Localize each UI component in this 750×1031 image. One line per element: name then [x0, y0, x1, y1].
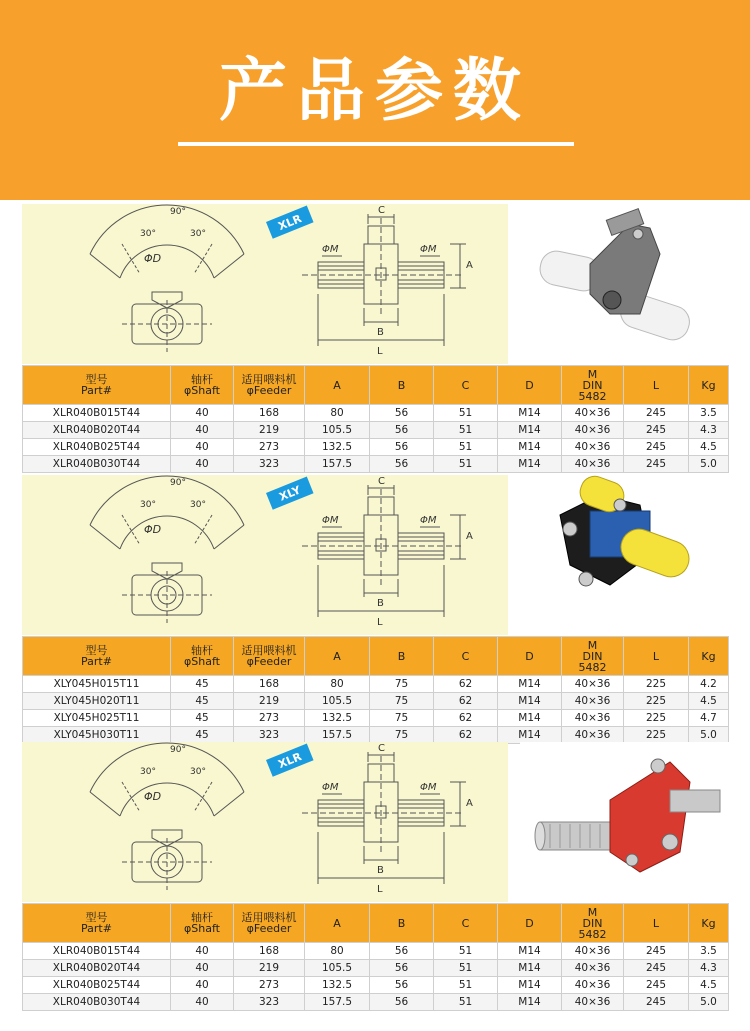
table-cell: 245 — [624, 994, 689, 1011]
table-cell: 245 — [624, 439, 689, 456]
table-cell: 40×36 — [562, 994, 624, 1011]
photo-panel — [520, 204, 730, 364]
svg-text:XLR: XLR — [276, 750, 304, 772]
header-c: C — [434, 637, 498, 676]
angle-30-left-label: 30° — [140, 767, 156, 777]
table-cell: 80 — [305, 676, 370, 693]
table-cell: 168 — [234, 405, 305, 422]
phi-m-right-label: ΦM — [420, 782, 437, 793]
table-cell: 225 — [624, 693, 689, 710]
table-cell: 40 — [171, 994, 234, 1011]
table-row — [23, 693, 729, 710]
header-l: L — [624, 366, 689, 405]
table-cell: 62 — [434, 727, 498, 744]
model-badge — [266, 206, 314, 239]
table-cell: 40 — [171, 405, 234, 422]
table-cell: 56 — [370, 977, 434, 994]
table-cell: XLY045H030T11 — [23, 727, 171, 744]
product-photo — [520, 475, 730, 635]
header-b: B — [370, 637, 434, 676]
table-cell: 40×36 — [562, 960, 624, 977]
table-cell: M14 — [498, 943, 562, 960]
dim-b-label: B — [377, 865, 384, 876]
table-cell: 45 — [171, 693, 234, 710]
table-cell: XLR040B025T44 — [23, 439, 171, 456]
header-banner — [0, 0, 750, 200]
table-cell: 40×36 — [562, 405, 624, 422]
header-c: C — [434, 904, 498, 943]
drawing-panel — [22, 742, 508, 902]
table-cell: 80 — [305, 943, 370, 960]
header-feeder: 适用喂料机 φFeeder — [234, 904, 305, 943]
table-cell: 56 — [370, 439, 434, 456]
technical-drawing — [22, 204, 508, 364]
table-cell: XLY045H020T11 — [23, 693, 171, 710]
table-row — [23, 727, 729, 744]
table-cell: 4.5 — [689, 977, 729, 994]
product-photo — [520, 204, 730, 364]
dim-l-label: L — [377, 346, 383, 357]
table-cell: 75 — [370, 693, 434, 710]
table-cell: 219 — [234, 693, 305, 710]
table-cell: 40 — [171, 439, 234, 456]
table-cell: 5.0 — [689, 994, 729, 1011]
table-cell: 40×36 — [562, 977, 624, 994]
dim-a-label: A — [466, 798, 473, 809]
table-cell: 62 — [434, 676, 498, 693]
table-cell: 56 — [370, 994, 434, 1011]
table-cell: XLR040B020T44 — [23, 960, 171, 977]
drawing-panel — [22, 475, 508, 635]
phi-d-label: ΦD — [144, 252, 162, 265]
technical-drawing — [22, 742, 508, 902]
header-shaft: 轴杆 φShaft — [171, 904, 234, 943]
table-cell: 273 — [234, 710, 305, 727]
angle-30-right-label: 30° — [190, 767, 206, 777]
table-cell: XLR040B015T44 — [23, 943, 171, 960]
header-part: 型号 Part# — [23, 366, 171, 405]
table-cell: 225 — [624, 727, 689, 744]
table-cell: 40×36 — [562, 439, 624, 456]
table-header-row — [23, 904, 729, 943]
dim-b-label: B — [377, 598, 384, 609]
header-feeder: 适用喂料机 φFeeder — [234, 366, 305, 405]
table-cell: 56 — [370, 943, 434, 960]
header-part: 型号 Part# — [23, 637, 171, 676]
angle-30-right-label: 30° — [190, 229, 206, 239]
table-cell: 40×36 — [562, 727, 624, 744]
table-cell: 40 — [171, 422, 234, 439]
table-cell: 4.7 — [689, 710, 729, 727]
table-cell: 40 — [171, 977, 234, 994]
table-cell: 40×36 — [562, 943, 624, 960]
header-b: B — [370, 366, 434, 405]
table-cell: 51 — [434, 405, 498, 422]
dim-a-label: A — [466, 531, 473, 542]
header-b: B — [370, 904, 434, 943]
table-cell: M14 — [498, 994, 562, 1011]
angle-90-label: 90° — [170, 745, 186, 755]
angle-30-right-label: 30° — [190, 500, 206, 510]
header-m: M DIN 5482 — [562, 904, 624, 943]
table-cell: 4.3 — [689, 422, 729, 439]
table-cell: 51 — [434, 994, 498, 1011]
table-cell: 40×36 — [562, 456, 624, 473]
table-cell: 219 — [234, 960, 305, 977]
header-a: A — [305, 904, 370, 943]
table-cell: 157.5 — [305, 456, 370, 473]
table-cell: 75 — [370, 676, 434, 693]
table-cell: 4.5 — [689, 693, 729, 710]
dim-b-label: B — [377, 327, 384, 338]
technical-drawing — [22, 475, 508, 635]
photo-panel — [520, 475, 730, 635]
svg-text:XLR: XLR — [276, 212, 304, 234]
header-m: M DIN 5482 — [562, 366, 624, 405]
phi-m-right-label: ΦM — [420, 244, 437, 255]
table-row — [23, 422, 729, 439]
table-cell: 3.5 — [689, 943, 729, 960]
table-cell: M14 — [498, 960, 562, 977]
table-cell: 245 — [624, 456, 689, 473]
table-cell: XLY045H025T11 — [23, 710, 171, 727]
table-cell: M14 — [498, 422, 562, 439]
table-cell: 245 — [624, 422, 689, 439]
table-cell: M14 — [498, 710, 562, 727]
table-cell: 157.5 — [305, 727, 370, 744]
model-badge — [266, 744, 314, 777]
table-row — [23, 710, 729, 727]
angle-90-label: 90° — [170, 207, 186, 217]
table-cell: 105.5 — [305, 422, 370, 439]
table-cell: 75 — [370, 727, 434, 744]
dim-a-label: A — [466, 260, 473, 271]
table-cell: 245 — [624, 977, 689, 994]
header-kg: Kg — [689, 366, 729, 405]
table-cell: M14 — [498, 456, 562, 473]
table-cell: 56 — [370, 405, 434, 422]
table-cell: 40×36 — [562, 422, 624, 439]
table-row — [23, 405, 729, 422]
table-cell: XLR040B015T44 — [23, 405, 171, 422]
table-cell: XLY045H015T11 — [23, 676, 171, 693]
spec-table — [22, 903, 729, 1011]
table-cell: M14 — [498, 676, 562, 693]
header-feeder: 适用喂料机 φFeeder — [234, 637, 305, 676]
phi-m-left-label: ΦM — [322, 515, 339, 526]
table-cell: 40 — [171, 960, 234, 977]
header-m: M DIN 5482 — [562, 637, 624, 676]
table-cell: 273 — [234, 439, 305, 456]
table-cell: 105.5 — [305, 693, 370, 710]
header-a: A — [305, 366, 370, 405]
table-cell: 4.3 — [689, 960, 729, 977]
angle-90-label: 90° — [170, 478, 186, 488]
angle-30-left-label: 30° — [140, 500, 156, 510]
angle-30-left-label: 30° — [140, 229, 156, 239]
title-underline — [178, 142, 574, 146]
table-cell: 56 — [370, 960, 434, 977]
phi-m-left-label: ΦM — [322, 244, 339, 255]
table-header-row — [23, 366, 729, 405]
spec-table — [22, 365, 729, 473]
table-cell: 323 — [234, 727, 305, 744]
table-cell: M14 — [498, 405, 562, 422]
table-cell: 273 — [234, 977, 305, 994]
svg-text:XLY: XLY — [277, 483, 303, 504]
table-cell: 245 — [624, 943, 689, 960]
table-cell: 105.5 — [305, 960, 370, 977]
table-cell: 51 — [434, 960, 498, 977]
header-c: C — [434, 366, 498, 405]
table-cell: 40×36 — [562, 710, 624, 727]
table-cell: 45 — [171, 727, 234, 744]
dim-l-label: L — [377, 884, 383, 895]
table-cell: 45 — [171, 710, 234, 727]
table-cell: 168 — [234, 943, 305, 960]
phi-m-right-label: ΦM — [420, 515, 437, 526]
table-cell: 323 — [234, 456, 305, 473]
table-cell: 45 — [171, 676, 234, 693]
header-kg: Kg — [689, 637, 729, 676]
table-cell: 245 — [624, 405, 689, 422]
dim-c-label: C — [378, 743, 385, 754]
table-cell: 132.5 — [305, 977, 370, 994]
page-title: 产品参数 — [218, 52, 531, 131]
table-cell: 5.0 — [689, 456, 729, 473]
header-shaft: 轴杆 φShaft — [171, 637, 234, 676]
photo-panel — [520, 742, 730, 902]
header-a: A — [305, 637, 370, 676]
phi-d-label: ΦD — [144, 790, 162, 803]
table-cell: 4.5 — [689, 439, 729, 456]
phi-d-label: ΦD — [144, 523, 162, 536]
table-cell: 80 — [305, 405, 370, 422]
table-cell: 51 — [434, 439, 498, 456]
table-cell: M14 — [498, 439, 562, 456]
header-part: 型号 Part# — [23, 904, 171, 943]
table-row — [23, 943, 729, 960]
header-d: D — [498, 637, 562, 676]
table-row — [23, 977, 729, 994]
table-cell: 40 — [171, 456, 234, 473]
table-cell: M14 — [498, 727, 562, 744]
table-cell: 56 — [370, 456, 434, 473]
table-cell: 168 — [234, 676, 305, 693]
table-cell: 56 — [370, 422, 434, 439]
header-d: D — [498, 366, 562, 405]
table-cell: 245 — [624, 960, 689, 977]
drawing-panel — [22, 204, 508, 364]
table-cell: XLR040B030T44 — [23, 456, 171, 473]
header-l: L — [624, 637, 689, 676]
table-cell: 62 — [434, 693, 498, 710]
spec-table — [22, 636, 729, 744]
table-cell: M14 — [498, 693, 562, 710]
table-cell: 40×36 — [562, 676, 624, 693]
table-cell: 132.5 — [305, 710, 370, 727]
model-badge — [266, 477, 314, 510]
table-cell: 225 — [624, 676, 689, 693]
table-cell: 40×36 — [562, 693, 624, 710]
table-row — [23, 676, 729, 693]
header-shaft: 轴杆 φShaft — [171, 366, 234, 405]
header-kg: Kg — [689, 904, 729, 943]
table-cell: 4.2 — [689, 676, 729, 693]
table-cell: 219 — [234, 422, 305, 439]
table-cell: 51 — [434, 422, 498, 439]
table-cell: 51 — [434, 456, 498, 473]
table-cell: 3.5 — [689, 405, 729, 422]
table-cell: 75 — [370, 710, 434, 727]
table-cell: 323 — [234, 994, 305, 1011]
table-header-row — [23, 637, 729, 676]
table-cell: 62 — [434, 710, 498, 727]
table-row — [23, 960, 729, 977]
product-photo — [520, 742, 730, 902]
phi-m-left-label: ΦM — [322, 782, 339, 793]
table-cell: 51 — [434, 977, 498, 994]
table-cell: XLR040B020T44 — [23, 422, 171, 439]
dim-c-label: C — [378, 205, 385, 216]
table-cell: 225 — [624, 710, 689, 727]
table-cell: 40 — [171, 943, 234, 960]
table-cell: 5.0 — [689, 727, 729, 744]
dim-c-label: C — [378, 476, 385, 487]
header-d: D — [498, 904, 562, 943]
table-cell: XLR040B030T44 — [23, 994, 171, 1011]
table-cell: 132.5 — [305, 439, 370, 456]
table-cell: 51 — [434, 943, 498, 960]
header-l: L — [624, 904, 689, 943]
dim-l-label: L — [377, 617, 383, 628]
table-cell: M14 — [498, 977, 562, 994]
table-cell: XLR040B025T44 — [23, 977, 171, 994]
table-row — [23, 994, 729, 1011]
table-cell: 157.5 — [305, 994, 370, 1011]
table-row — [23, 456, 729, 473]
table-row — [23, 439, 729, 456]
